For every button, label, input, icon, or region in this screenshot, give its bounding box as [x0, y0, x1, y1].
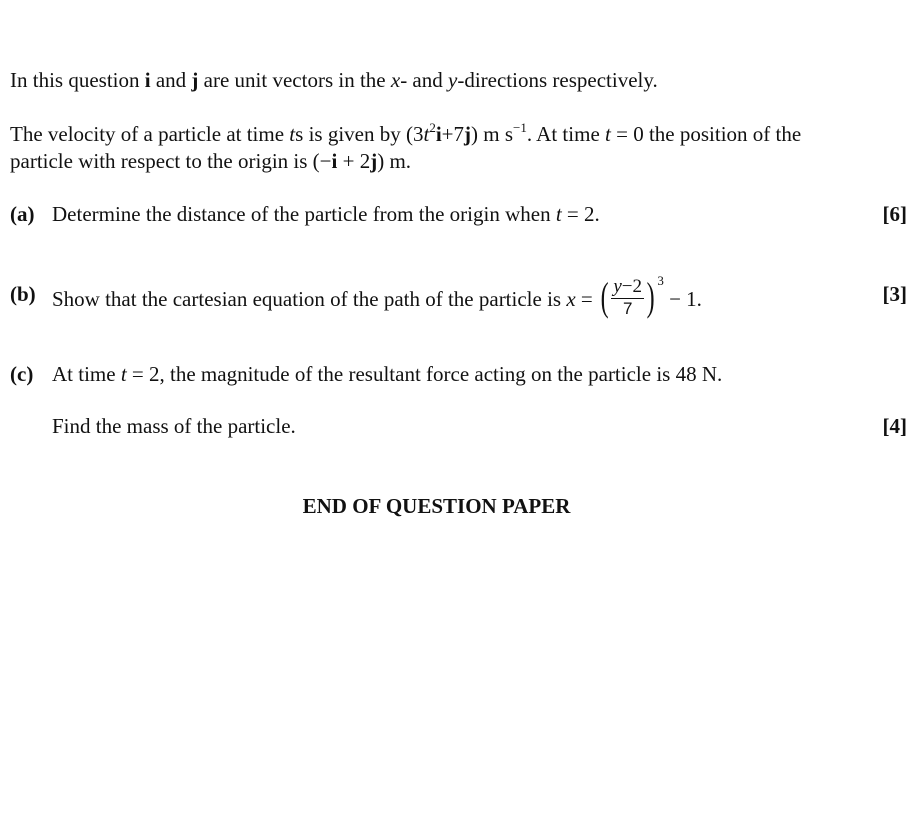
fraction — [611, 277, 644, 318]
var-y: y — [448, 68, 458, 92]
part-b-tail: − 1. — [663, 287, 702, 312]
part-c-instruction: Find the mass of the particle. — [52, 414, 296, 438]
vector-i: i — [144, 68, 151, 92]
part-b-text: Show that the cartesian equation of the path of the particle is — [52, 287, 567, 312]
velocity-text: . At time — [526, 122, 606, 146]
var-x: x — [390, 68, 401, 92]
part-a-text: Determine the distance of the particle from the origin when — [52, 202, 556, 226]
left-paren: ( — [600, 274, 609, 320]
velocity-text: + 2 — [337, 149, 371, 173]
part-c-question — [52, 361, 722, 387]
velocity-unit: ) m s — [471, 122, 513, 146]
part-b-label: (b) — [10, 282, 36, 306]
part-a-label: (a) — [10, 202, 35, 226]
var-t: t — [120, 362, 127, 386]
equals-sign: = — [575, 287, 599, 312]
right-paren: ) — [646, 274, 655, 320]
var-t: t — [605, 122, 611, 146]
velocity-text: The velocity of a particle at time — [10, 122, 290, 146]
part-c-text: = 2, the magnitude of the resultant force acting on the particle is 48 N. — [126, 362, 723, 386]
vector-i: i — [435, 122, 442, 146]
intro-text: - and — [400, 68, 449, 92]
var-y: y — [613, 276, 622, 297]
part-c-marks: [4] — [882, 414, 907, 438]
part-b-marks: [3] — [882, 282, 907, 306]
var-t: t — [555, 202, 562, 226]
velocity-line-2 — [10, 148, 411, 174]
cartesian-equation — [598, 273, 664, 320]
velocity-text: = 0 the position of the — [610, 122, 802, 146]
var-x: x — [566, 287, 576, 312]
vector-j: j — [370, 149, 378, 173]
part-b-question — [52, 273, 702, 322]
denominator: 7 — [622, 298, 633, 318]
velocity-text: s is given by (3 — [295, 122, 424, 146]
part-a-text: = 2. — [561, 202, 600, 226]
velocity-text: particle with respect to the origin is (− — [10, 149, 332, 173]
velocity-text: ) m. — [377, 149, 412, 173]
part-c-label: (c) — [10, 362, 34, 386]
end-of-paper: END OF QUESTION PAPER — [302, 494, 571, 518]
intro-line — [10, 67, 658, 93]
part-a-question — [52, 201, 600, 227]
velocity-line-1 — [10, 121, 801, 147]
part-a-marks: [6] — [882, 202, 907, 226]
intro-text: In this question — [10, 68, 145, 92]
exponent: 3 — [657, 273, 664, 289]
numerator — [611, 277, 644, 299]
numerator-rest: −2 — [621, 276, 642, 297]
intro-text: are unit vectors in the — [198, 68, 391, 92]
var-t: t — [289, 122, 296, 146]
exponent: −1 — [513, 120, 527, 135]
var-t: t — [423, 122, 430, 146]
vector-j: j — [464, 122, 471, 146]
exponent: 2 — [429, 120, 436, 135]
vector-j: j — [191, 68, 199, 92]
intro-text: -directions respectively. — [457, 68, 658, 92]
velocity-text: +7 — [441, 122, 464, 146]
part-c-text: At time — [52, 362, 121, 386]
intro-text: and — [150, 68, 192, 92]
vector-i: i — [331, 149, 338, 173]
